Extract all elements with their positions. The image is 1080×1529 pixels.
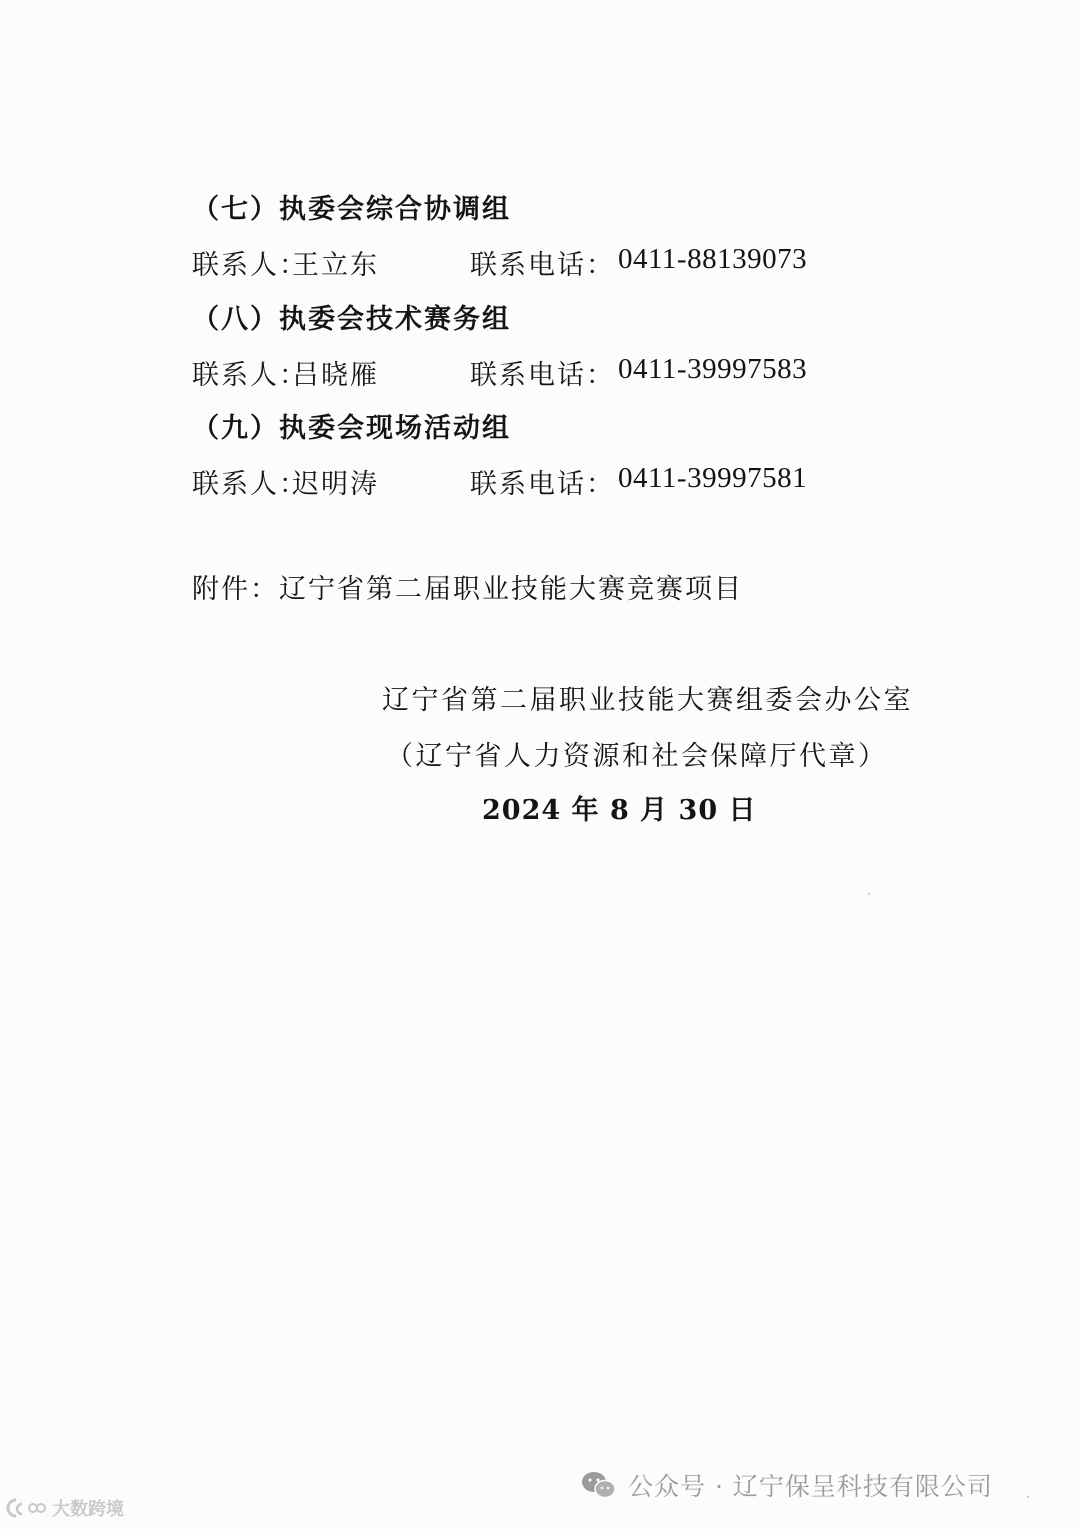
section-heading-8: （八）执委会技术赛务组: [192, 304, 511, 335]
signature-seal-note: （辽宁省人力资源和社会保障厅代章）: [386, 741, 888, 772]
contact-label: 联系人：: [192, 469, 308, 500]
phone-label: 联系电话：: [470, 469, 615, 500]
contact-name: 吕晓雁: [292, 360, 379, 391]
contact-row-7: [192, 243, 807, 282]
section-heading-7: （七）执委会综合协调组: [192, 194, 511, 225]
signature-organization: 辽宁省第二届职业技能大赛组委会办公室: [382, 685, 913, 716]
phone-number: 0411-88139073: [618, 243, 808, 275]
wechat-icon: [580, 1469, 618, 1501]
contact-name: 王立东: [292, 250, 379, 281]
phone-number: 0411-39997581: [618, 462, 808, 494]
scan-speck: [868, 893, 870, 895]
corner-watermark-text: 大数跨境: [52, 1499, 124, 1520]
phone-label: 联系电话：: [470, 250, 615, 281]
footer-text: 公众号 · 辽宁保呈科技有限公司: [628, 1472, 993, 1501]
attachment-line: 附件：辽宁省第二届职业技能大赛竞赛项目: [192, 574, 743, 605]
phone-number: 0411-39997583: [618, 353, 808, 385]
contact-row-8: [192, 353, 807, 392]
corner-watermark: [6, 1495, 124, 1521]
contact-name: 迟明涛: [292, 469, 379, 500]
phone-label: 联系电话：: [470, 360, 615, 391]
logo-icon: [6, 1496, 46, 1520]
scan-speck: [1027, 1496, 1029, 1498]
signature-date: 2024 年 8 月 30 日: [482, 795, 757, 826]
contact-label: 联系人：: [192, 250, 308, 281]
section-heading-9: （九）执委会现场活动组: [192, 413, 511, 444]
wechat-footer: [580, 1467, 993, 1503]
contact-row-9: [192, 462, 807, 501]
contact-label: 联系人：: [192, 360, 308, 391]
